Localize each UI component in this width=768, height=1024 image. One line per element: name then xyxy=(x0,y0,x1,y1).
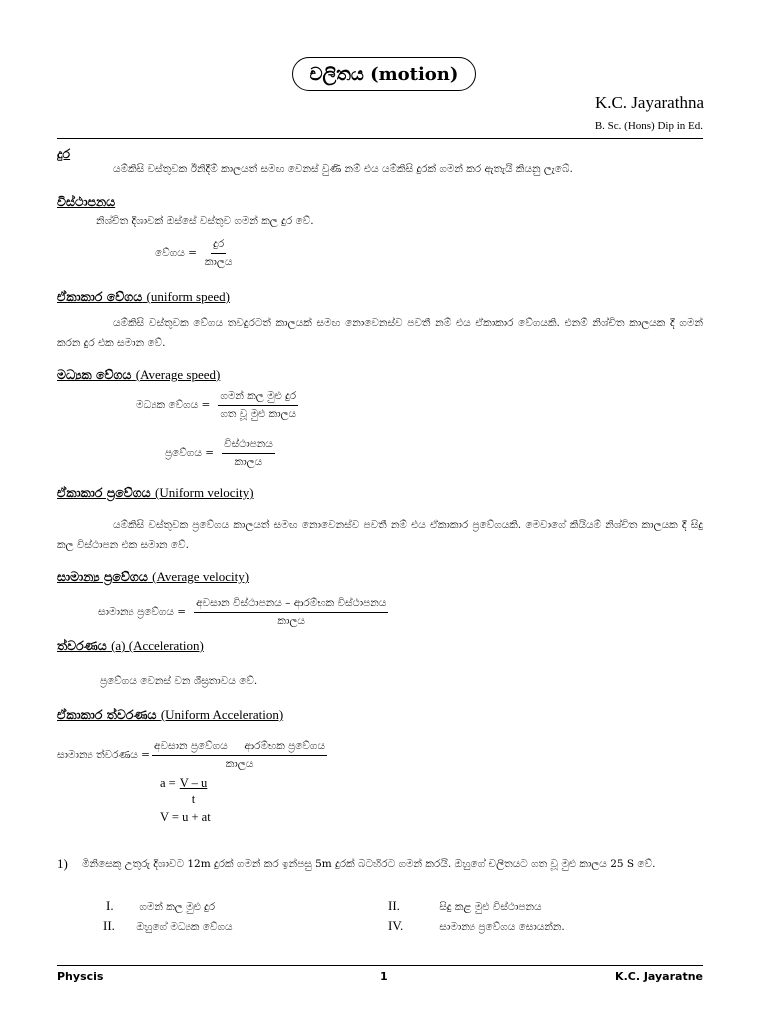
formula-denominator: කාලය xyxy=(277,615,305,627)
speed-formula xyxy=(155,238,232,269)
item-numeral: IV. xyxy=(388,918,404,933)
formula-fraction xyxy=(194,597,388,628)
equation-denominator: t xyxy=(191,792,196,806)
formula-lhs: ප්‍රවේගය = xyxy=(165,447,215,459)
acceleration-equation xyxy=(160,776,207,807)
section-heading-displacement: විස්ථාපනය xyxy=(57,194,116,209)
section-heading-average-speed: මධ්‍යක වේගය (Average speed) xyxy=(57,367,221,382)
footer-subject: Physcis xyxy=(57,970,104,983)
item-text: සාමාන්‍ය ප්‍රවේගය සොයන්න. xyxy=(439,921,565,933)
formula-lhs: මධ්‍යක වේගය = xyxy=(136,399,211,411)
equation-lhs: a = xyxy=(160,776,176,790)
question-item xyxy=(388,918,565,934)
uniform-speed-text: යම්කිසි වස්තුවක වේගය තවදුරටත් කාලයක් සමඟ නොවෙනස්ව පවතී නම් එය ඒකාකාර වේගයකි. එනම් නිශ්චිත කාලයක දී ගමන් කරන දුර එක සමාන වේ. xyxy=(57,317,703,349)
formula-numerator: ගමන් කල මුළු දුර xyxy=(218,390,298,406)
question-item xyxy=(103,918,233,934)
item-text: ගමන් කල මුළු දුර xyxy=(139,901,216,913)
formula-fraction xyxy=(205,238,233,269)
acceleration-text: ප්‍රවේගය වෙනස් වන ශීඝ්‍රතාවය වේ. xyxy=(100,675,258,687)
item-text: ඔහුගේ මධ්‍යක වේගය xyxy=(136,921,233,933)
formula-denominator: කාලය xyxy=(234,456,263,468)
formula-numerator: විස්ථාපනය xyxy=(222,438,275,454)
velocity-formula xyxy=(165,438,275,469)
section-heading-uniform-acceleration: ඒකාකාර ත්වරණය (Uniform Acceleration) xyxy=(57,707,284,722)
velocity-equation: V = u + at xyxy=(160,810,211,824)
item-text: සිදු කළ මුළු විස්ථාපනය xyxy=(439,901,542,913)
section-heading-acceleration: ත්වරණය (a) (Acceleration) xyxy=(57,638,204,653)
author-credentials: B. Sc. (Hons) Dip in Ed. xyxy=(594,120,703,132)
item-numeral: II. xyxy=(103,918,115,933)
question-item xyxy=(106,898,215,914)
equation-fraction xyxy=(180,776,208,807)
footer-divider xyxy=(57,965,703,966)
formula-numerator: අවසාන ප්‍රවේගය ආරම්භක ප්‍රවේගය xyxy=(152,740,327,756)
uniform-velocity-text: යම්කිසි වස්තුවක ප්‍රවේගය කාලයත් සමඟ නොවෙනස්ව පවතී නම් එය ඒකාකාර ප්‍රවේගයකි. මෙවාගේ කියියම් නිශ්චිත කාලයක දී සිදු කල විස්ථාපන එක සමාන වේ. xyxy=(57,519,703,551)
average-velocity-formula xyxy=(98,597,388,628)
formula-numerator: දුර xyxy=(211,238,226,254)
footer-author: K.C. Jayaratne xyxy=(615,970,703,983)
formula-numerator: අවසාන විස්ථාපනය – ආරම්භක විස්ථාපනය xyxy=(194,597,388,613)
footer-page-number: 1 xyxy=(380,970,388,983)
question-text: මිනිසෙකු උතුරු දිශාවට 12m දුරක් ගමන් කර ඉන්පසු 5m දුරක් බටහිරට ගමන් කරයි. ඔහුගේ චලිතයට ගත වූ මුළු කාලය 25 S වේ. xyxy=(82,858,656,870)
question-number: 1) xyxy=(57,856,68,871)
section-heading-uniform-velocity: ඒකාකාර ප්‍රවේගය (Uniform velocity) xyxy=(57,485,254,500)
distance-text: යම්කිසි වස්තුවක ඊනිදීම් කාලයත් සමඟ වෙනස් වුණි නම් එය යම්කිසි දුරක් ගමන් කර ඇතැයි කියනු ලැබේ. xyxy=(113,163,573,175)
acceleration-formula xyxy=(57,740,327,771)
formula-lhs: සාමාන්‍ය ප්‍රවේගය = xyxy=(98,606,187,618)
formula-denominator: කාලය xyxy=(225,758,254,770)
formula-lhs: සාමාන්‍ය ත්වරණය = xyxy=(57,749,150,761)
section-heading-average-velocity: සාමාන්‍ය ප්‍රවේගය (Average velocity) xyxy=(57,569,250,584)
section-heading-uniform-speed: ඒකාකාර වේගය (uniform speed) xyxy=(57,289,230,304)
header-divider xyxy=(57,138,703,139)
formula-fraction xyxy=(218,390,298,421)
item-numeral: II. xyxy=(388,898,400,913)
equation-numerator: V – u xyxy=(179,776,208,790)
formula-denominator: කාලය xyxy=(204,256,233,268)
page-title: චලිතය (motion) xyxy=(292,57,476,91)
displacement-text: නිශ්චිත දිශාවක් ඔස්සේ වස්තුව ගමන් කල දුර වේ. xyxy=(96,215,314,227)
formula-lhs: වේගය = xyxy=(155,247,197,259)
item-numeral: I. xyxy=(106,898,114,913)
formula-denominator: ගත වූ මුළු කාලය xyxy=(220,408,297,420)
question-item xyxy=(388,898,542,914)
section-heading-distance: දුර xyxy=(57,146,71,161)
author-name: K.C. Jayarathna xyxy=(594,93,704,112)
formula-fraction xyxy=(222,438,275,469)
formula-fraction xyxy=(152,740,327,771)
average-speed-formula xyxy=(136,390,298,421)
